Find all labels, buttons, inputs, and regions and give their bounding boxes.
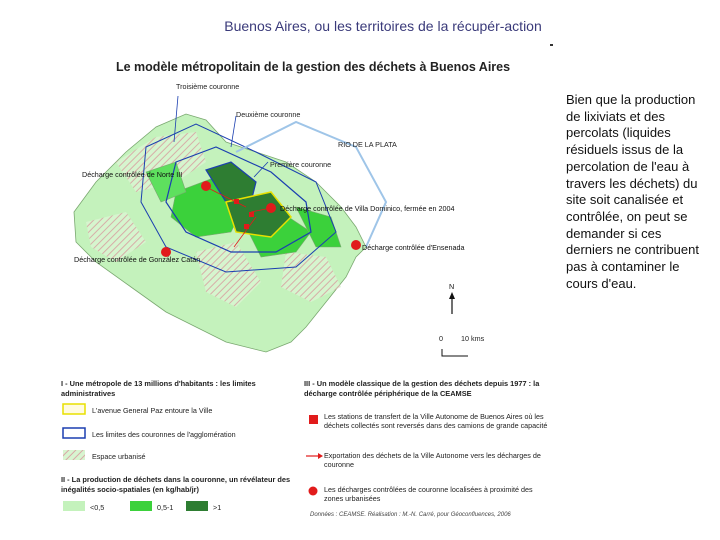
label-villa-dominico: Décharge contrôlée de Villa Dominico, fermée en 2004 — [280, 204, 455, 213]
label-gonzalez-catan: Décharge contrôlée de González Catán — [74, 255, 201, 264]
landfill-villa-dominico — [266, 203, 276, 213]
legend-value-mid: 0,5-1 — [157, 503, 174, 512]
label-premiere-couronne: Première couronne — [270, 160, 332, 169]
map-source: Données : CEAMSE. Réalisation : M.-N. Carré, pour Géoconfluences, 2006 — [310, 512, 511, 518]
legend-value-high: >1 — [213, 503, 222, 512]
north-label: N — [449, 282, 455, 291]
label-norte: Décharge contrôlée de Norte III — [82, 170, 183, 179]
scale-bar — [442, 349, 468, 356]
map-title: Le modèle métropolitain de la gestion des déchets à Buenos Aires — [116, 60, 511, 74]
legend-value-low: <0,5 — [90, 503, 105, 512]
legend-item-export: Exportation des déchets de la Ville Autonome vers les décharges de couronne — [324, 451, 541, 469]
label-rio-de-la-plata: RIO DE LA PLATA — [338, 140, 397, 149]
legend-item-limits: Les limites des couronnes de l'agglomération — [92, 430, 236, 439]
map-figure — [56, 52, 556, 522]
label-troisieme-couronne: Troisième couronne — [176, 82, 240, 91]
legend-item-urban: Espace urbanisé — [92, 452, 146, 461]
slide-title: Buenos Aires, ou les territoires de la récupér-action — [224, 18, 542, 34]
legend-section-2-title: II - La production de déchets dans la couronne, un révélateur des inégalités socio-spatiales (en kg/hab/jr) — [61, 475, 291, 494]
legend-item-avenue: L'avenue General Paz entoure la Ville — [92, 406, 213, 415]
scale-zero: 0 — [439, 334, 443, 343]
legend-item-landfills: Les décharges contrôlées de couronne localisées à proximité des zones urbanisées — [324, 485, 533, 503]
legend-section-3-title: III - Un modèle classique de la gestion des déchets depuis 1977 : la décharge contrôlée périphérique de la CEAMSE — [304, 379, 540, 398]
body-text: Bien que la production de lixiviats et des percolats (liquides résiduels issus de la percolation de l'eau à travers les déchets) du site soit canalisée et contrôlée, on peut se demander si ces derniers ne contribuent pas à contaminer le cours d'eau. — [566, 92, 699, 291]
title-divider — [550, 44, 553, 46]
scale-km: 10 kms — [461, 334, 485, 343]
landfill-ensenada — [351, 240, 361, 250]
legend-item-transfer: Les stations de transfert de la Ville Autonome de Buenos Aires où les déchets collectés sont reversés dans des camions de grande capacité — [324, 412, 548, 430]
landfill-norte — [201, 181, 211, 191]
label-ensenada: Décharge contrôlée d'Ensenada — [362, 243, 465, 252]
label-deuxieme-couronne: Deuxième couronne — [236, 110, 301, 119]
legend-section-1-title: I - Une métropole de 13 millions d'habitants : les limites administratives — [61, 379, 256, 398]
